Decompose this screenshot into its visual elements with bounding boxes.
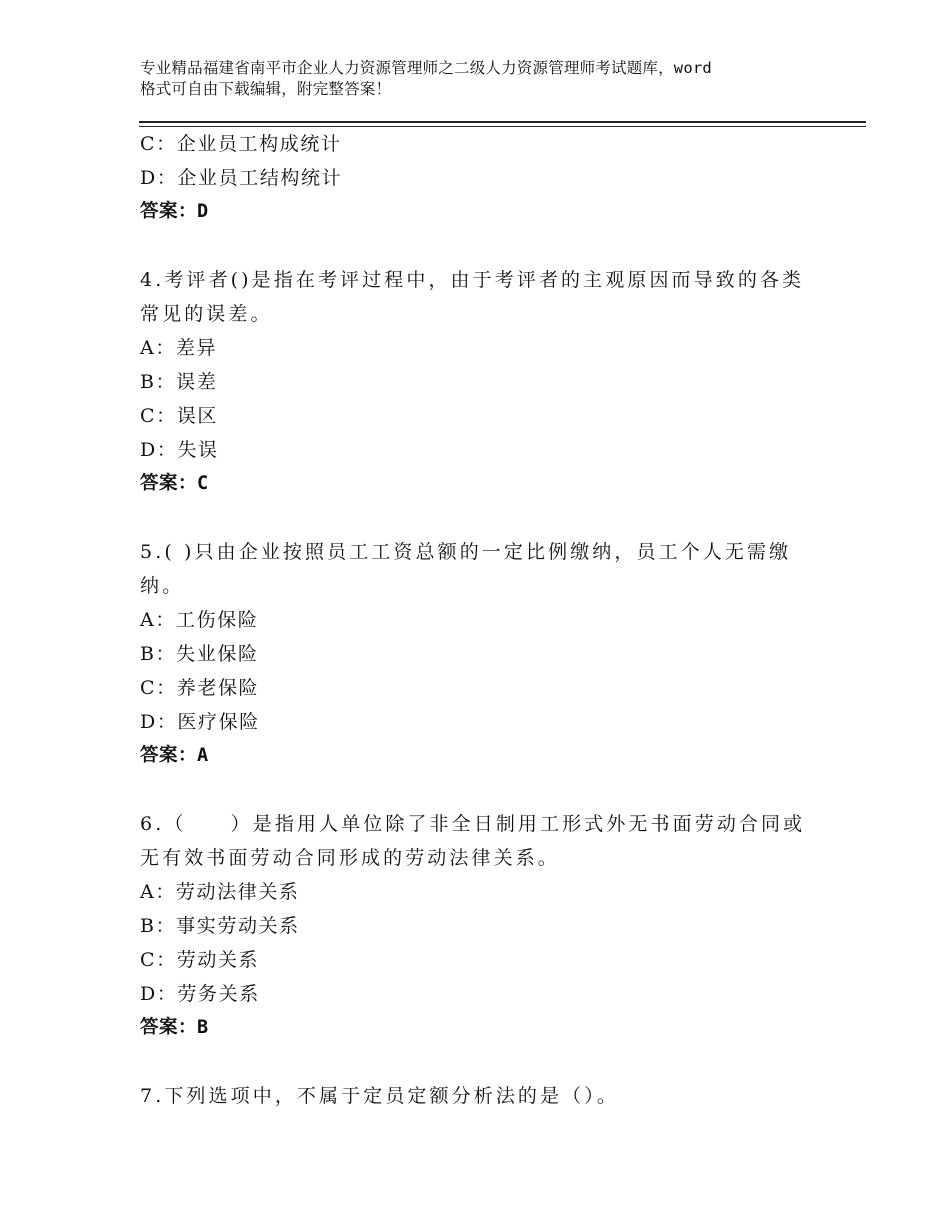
stem-line: 6.（ ）是指用人单位除了非全日制用工形式外无书面劳动合同或 [140, 813, 806, 835]
option-c: C：养老保险 [140, 677, 260, 699]
question-6 [140, 807, 830, 1045]
option-c: C：企业员工构成统计 [140, 133, 342, 155]
option-c: C：劳动关系 [140, 949, 260, 971]
option-d: D：失误 [140, 439, 219, 461]
document-header [140, 58, 830, 100]
answer-label: 答案：D [140, 201, 209, 222]
question-stem [140, 807, 806, 875]
question-stem [140, 263, 805, 331]
stem-line: 5.( )只由企业按照员工工资总额的一定比例缴纳，员工个人无需缴 [140, 541, 792, 563]
option-a: A：劳动法律关系 [140, 881, 300, 903]
stem-line: 纳。 [140, 575, 185, 597]
answer-label: 答案：A [140, 745, 209, 766]
answer-label: 答案：C [140, 473, 209, 494]
option-d: D：劳务关系 [140, 983, 260, 1005]
stem-line: 7.下列选项中，不属于定员定额分析法的是（）。 [140, 1085, 619, 1107]
stem-line: 常见的误差。 [140, 303, 273, 325]
question-3-continued [140, 127, 830, 229]
question-stem [140, 535, 800, 603]
header-line-2: 格式可自由下载编辑，附完整答案！ [140, 80, 392, 98]
option-a: A：差异 [140, 337, 218, 359]
header-rule-thick [139, 121, 866, 123]
option-b: B：事实劳动关系 [140, 915, 300, 937]
option-a: A：工伤保险 [140, 609, 259, 631]
question-7 [140, 1079, 830, 1113]
option-d: D：医疗保险 [140, 711, 260, 733]
question-list [140, 127, 830, 1113]
answer-label: 答案：B [140, 1017, 209, 1038]
question-stem [140, 1079, 800, 1113]
option-d: D：企业员工结构统计 [140, 167, 343, 189]
option-b: B：误差 [140, 371, 218, 393]
header-line-1: 专业精品福建省南平市企业人力资源管理师之二级人力资源管理师考试题库，word [140, 59, 712, 77]
question-5 [140, 535, 830, 773]
question-4 [140, 263, 830, 501]
option-c: C：误区 [140, 405, 218, 427]
stem-line: 4.考评者()是指在考评过程中，由于考评者的主观原因而导致的各类 [140, 269, 805, 291]
stem-line: 无有效书面劳动合同形成的劳动法律关系。 [140, 847, 560, 869]
option-b: B：失业保险 [140, 643, 259, 665]
